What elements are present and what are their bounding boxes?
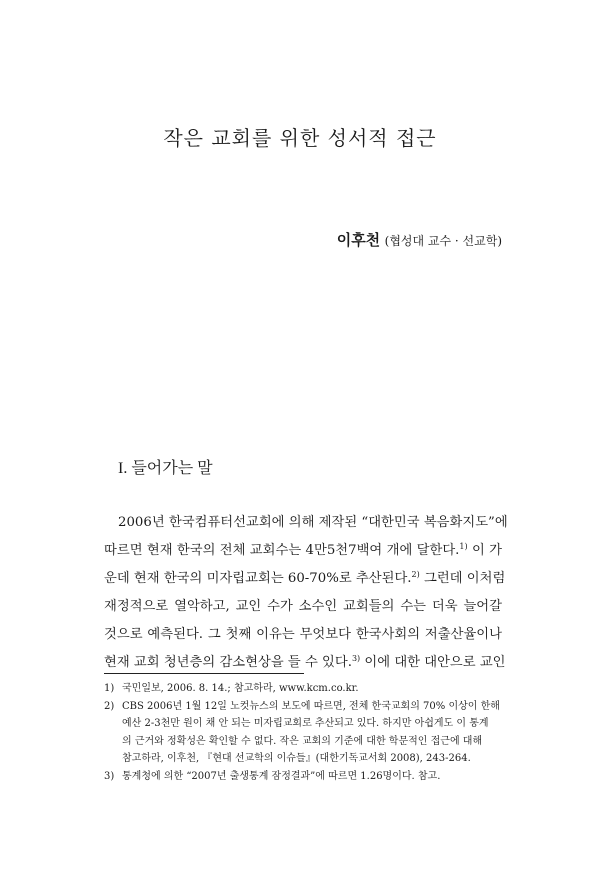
footnote-line: 국민일보, 2006. 8. 14.; 참고하라, www.kcm.co.kr. xyxy=(122,683,359,694)
body-line-1: 2006년 한국컴퓨터선교회에 의해 제작된 “대한민국 복음화지도”에 xyxy=(118,515,508,530)
footnote-line: 예산 2-3천만 원이 채 안 되는 미자립교회로 추산되고 있다. 하지만 아쉽게도 이 통계 xyxy=(122,718,489,729)
author-line xyxy=(337,229,502,250)
body-line-3: 운데 현재 한국의 미자립교회는 60-70%로 추산된다.$^{2)}$ 그런데 이처럼 xyxy=(104,570,506,586)
footnote-number: 3) xyxy=(104,770,115,782)
footnote-number: 2) xyxy=(104,700,115,712)
footnote-line: 의 근거와 정확성은 확인할 수 없다. 작은 교회의 기준에 대한 학문적인 접근에 대해 xyxy=(122,735,483,747)
author-affiliation: (협성대 교수 · 선교학) xyxy=(384,234,502,248)
footnote-3 xyxy=(104,768,504,786)
body-paragraph xyxy=(104,509,508,677)
body-line-4: 재정적으로 열악하고, 교인 수가 소수인 교회들의 수는 더욱 늘어갈 xyxy=(104,599,502,614)
footnotes xyxy=(104,680,504,785)
footnote-1 xyxy=(104,680,504,698)
footnote-number: 1) xyxy=(104,683,115,694)
footnote-mark-3: 3) xyxy=(351,654,361,663)
footnote-line: 참고하라, 이후천, 『현대 선교학의 이슈들』(대한기독교서회 2008), 243-264. xyxy=(122,753,471,764)
footnote-mark-2: 2) xyxy=(411,570,420,579)
body-line-5: 것으로 예측된다. 그 첫째 이유는 무엇보다 한국사회의 저출산율이나 xyxy=(104,627,502,642)
article-title: 작은 교회를 위한 성서적 접근 xyxy=(163,126,437,150)
body-line-6: 현재 교회 청년층의 감소현상을 들 수 있다.$^{3)}$ 이에 대한 대안으로 교인 xyxy=(104,654,506,670)
footnote-line: 통계청에 의한 “2007년 출생통계 잠정결과”에 따르면 1.26명이다. 참고. xyxy=(122,770,441,782)
footnote-line: CBS 2006년 1월 12일 노컷뉴스의 보도에 따르면, 전체 한국교회의 70% 이상이 한해 xyxy=(122,700,500,712)
footnote-2 xyxy=(104,698,504,768)
footnote-mark-1: 1) xyxy=(459,542,468,551)
body-line-2: 따르면 현재 한국의 전체 교회수는 4만5천7백여 개에 달한다.$^{1)}$ 이 가 xyxy=(104,542,502,558)
footnote-divider xyxy=(104,673,304,674)
section-heading: I. 들어가는 말 xyxy=(118,460,213,477)
author-name: 이후천 xyxy=(336,231,381,249)
